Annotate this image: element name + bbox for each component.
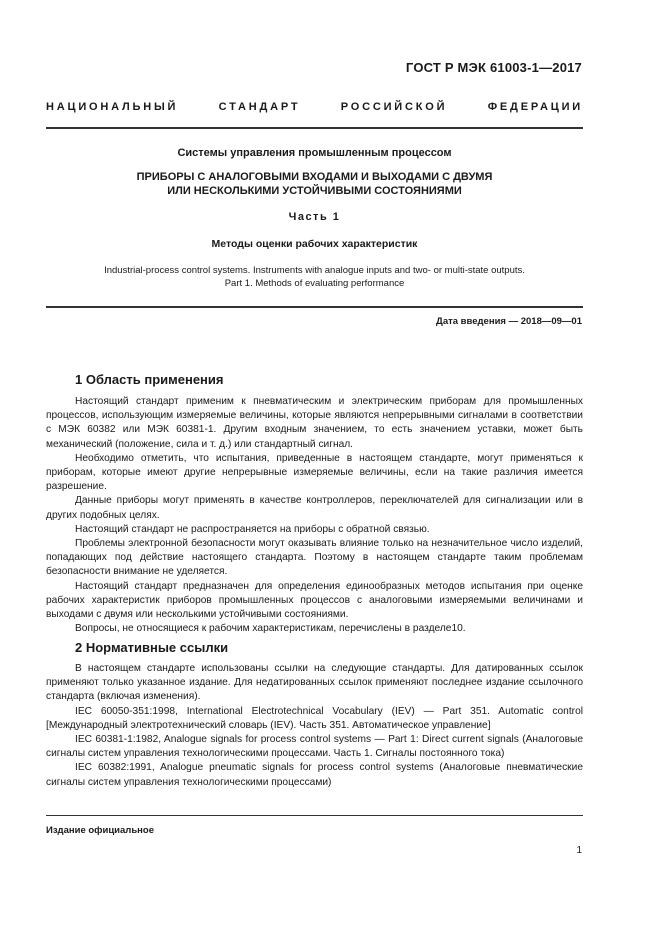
- english-title-line-1: Industrial-process control systems. Instruments with analogue inputs and two- or multi-state outputs.: [104, 265, 525, 276]
- reference-entry: IEC 60381-1:1982, Analogue signals for process control systems — Part 1: Direct current signals (Аналоговые сигналы систем управления технологическими процессами. Часть 1. Сигналы постоянного тока): [46, 734, 583, 760]
- title-divider: [46, 306, 583, 308]
- footer-divider: [46, 815, 583, 816]
- page-number: 1: [576, 845, 582, 856]
- section-1-paragraph: Настоящий стандарт предназначен для определения единообразных методов испытания при оценке рабочих характеристик приборов промышленных процессов с аналоговыми измеряемыми величинами и выходами с двумя или несколькими устойчивыми состояниями.: [46, 580, 583, 621]
- reference-entry: IEC 60382:1991, Analogue pneumatic signals for process control systems (Аналоговые пневматические сигналы систем управления технологическими процессами): [46, 762, 583, 788]
- part-number: Часть 1: [288, 211, 341, 223]
- section-2-heading: 2 Нормативные ссылки: [75, 640, 229, 655]
- standard-code: ГОСТ Р МЭК 61003-1—2017: [405, 60, 582, 75]
- english-title: [46, 264, 583, 290]
- section-1-paragraph: Проблемы электронной безопасности могут оказывать влияние только на незначительное число изделий, попадающих под действие настоящего стандарта. Поэтому в настоящем стандарте таким проблемам безопасности внимание не уделяется.: [46, 538, 583, 578]
- document-subtitle: Методы оценки рабочих характеристик: [211, 238, 418, 250]
- document-title-line-2: ИЛИ НЕСКОЛЬКИМИ УСТОЙЧИВЫМИ СОСТОЯНИЯМИ: [167, 185, 462, 197]
- document-title-line-1: ПРИБОРЫ С АНАЛОГОВЫМИ ВХОДАМИ И ВЫХОДАМИ С ДВУМЯ: [136, 171, 493, 183]
- section-2-paragraph: В настоящем стандарте использованы ссылки на следующие стандарты. Для датированных ссылок применяют только указанное издание. Для недатированных ссылок применяют последнее издание ссылочного стандарта (включая изменения).: [46, 663, 583, 703]
- section-1-body: [46, 395, 583, 636]
- english-title-line-2: Part 1. Methods of evaluating performance: [224, 278, 405, 289]
- document-title: [46, 170, 583, 198]
- section-1-paragraph: Данные приборы могут применять в качестве контроллеров, переключателей для сигнализации или в других подобных целях.: [46, 495, 583, 521]
- section-1-paragraph: Настоящий стандарт применим к пневматическим и электрическим приборам для промышленных процессов, использующим измеряемые величины, которые являются непрерывными сигналами в соответствии с МЭК 60382 или МЭК 60381-1. Другим входным значением, то есть значением уставки, может быть механический (положение, сила и т. д.) или стандартный сигнал.: [46, 396, 583, 450]
- header-divider: [46, 127, 583, 129]
- section-1-paragraph: Настоящий стандарт не распространяется на приборы с обратной связью.: [75, 523, 430, 535]
- section-1-heading: 1 Область применения: [75, 372, 224, 387]
- official-edition-label: Издание официальное: [46, 825, 154, 836]
- reference-entry: IEC 60050-351:1998, International Electrotechnical Vocabulary (IEV) — Part 351. Automatic control [Международный электротехнический словарь (IEV). Часть 351. Автоматическое управление]: [46, 705, 583, 731]
- introduction-date: Дата введения — 2018—09—01: [436, 316, 582, 327]
- section-1-paragraph: Вопросы, не относящиеся к рабочим характеристикам, перечислены в разделе10.: [75, 623, 466, 635]
- section-1-paragraph: Необходимо отметить, что испытания, приведенные в настоящем стандарте, могут применяться к приборам, которые имеют другие непрерывные измеряемые величины, если на такие различия имеется разрешение.: [46, 452, 583, 493]
- national-standard-banner: НАЦИОНАЛЬНЫЙ СТАНДАРТ РОССИЙСКОЙ ФЕДЕРАЦИИ: [46, 101, 583, 113]
- standard-series: Системы управления промышленным процессом: [177, 147, 452, 159]
- section-2-body: [46, 662, 583, 790]
